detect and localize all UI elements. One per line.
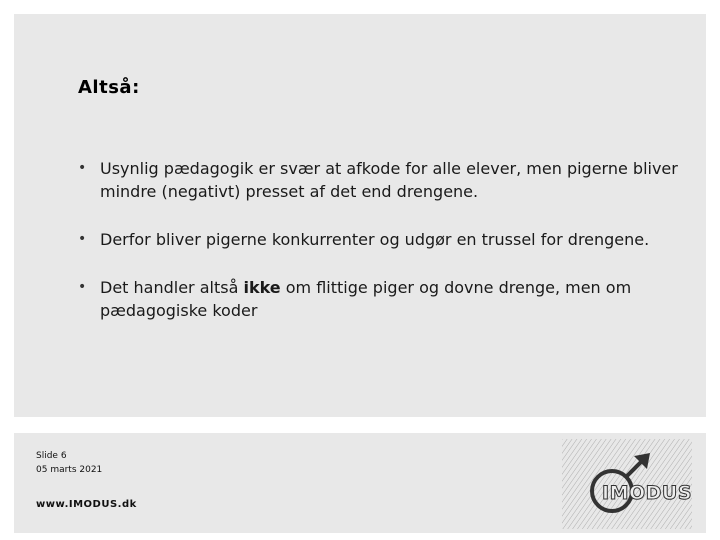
bullet-text-start: Det handler altså <box>100 278 244 297</box>
slide-number: Slide 6 <box>36 451 67 461</box>
bullet-item <box>78 157 678 203</box>
bullet-text: Derfor bliver pigerne konkurrenter og udgør en trussel for drengene. <box>100 230 650 249</box>
slide-content-area <box>14 14 706 417</box>
bullet-text-end: om flittige piger og dovne drenge, men om pædagogiske koder <box>100 278 632 320</box>
bullet-list <box>78 157 678 347</box>
bullet-item <box>78 228 678 251</box>
slide-title: Altså: <box>78 77 140 98</box>
bullet-icon: • <box>78 160 87 176</box>
imodus-logo <box>562 439 692 529</box>
slide-date: 05 marts 2021 <box>36 465 103 475</box>
website-link[interactable]: www.IMODUS.dk <box>36 499 137 510</box>
bullet-icon: • <box>78 231 87 247</box>
bullet-item <box>78 276 678 322</box>
slide-footer <box>14 433 706 533</box>
logo-text: IMODUS <box>602 482 692 504</box>
bullet-text-bold: ikke <box>243 278 281 297</box>
bullet-icon: • <box>78 279 87 295</box>
bullet-text: Usynlig pædagogik er svær at afkode for alle elever, men pigerne bliver mindre (negativt) presset af det end drengene. <box>100 159 678 201</box>
